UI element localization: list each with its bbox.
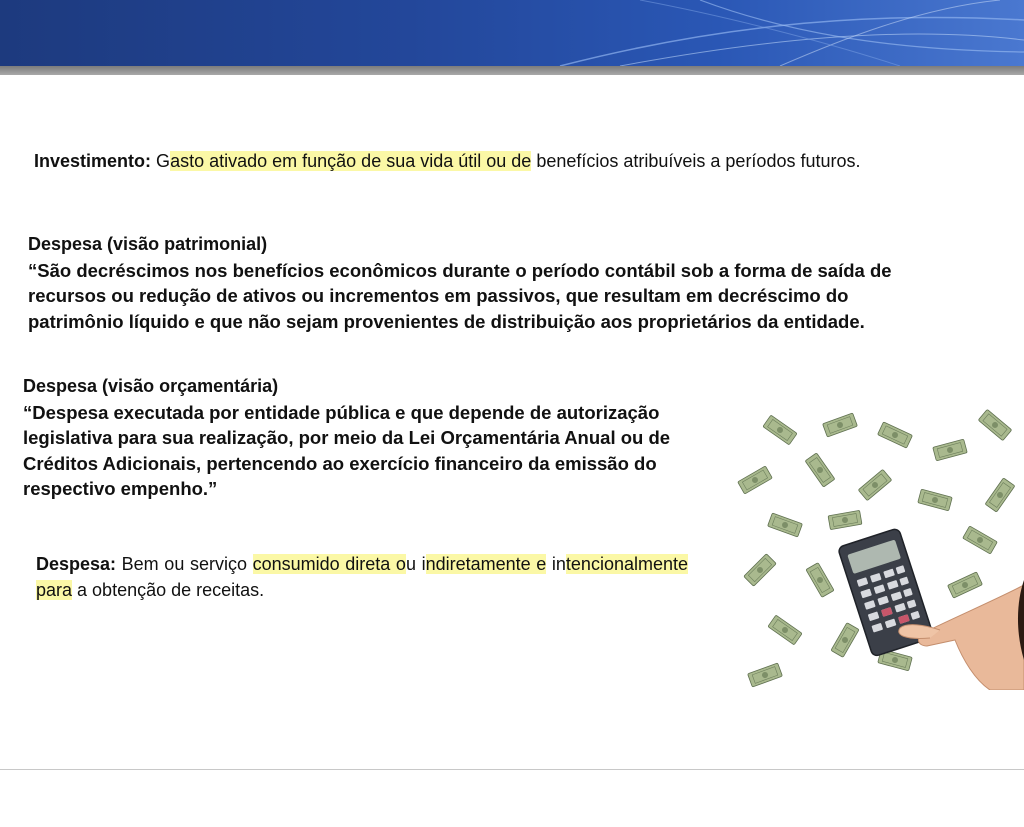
despesa-text-4: a obtenção de receitas.	[72, 580, 265, 600]
despesa-orcamentaria-title: Despesa (visão orçamentária)	[23, 376, 279, 396]
banner-swoosh-decoration	[0, 0, 1024, 66]
despesa-highlight-1: consumido direta o	[252, 554, 406, 574]
despesa-patrimonial-quote: “São decréscimos nos benefícios econômicos durante o período contábil sob a forma de saída de recursos ou redução de ativos ou incrementos em passivos, que resultam em decréscimo do patrimônio líquido e que não sejam provenientes de distribuição aos proprietários da entidade.	[28, 259, 892, 332]
investimento-paragraph	[34, 148, 990, 174]
despesa-patrimonial-block	[28, 232, 928, 334]
despesa-patrimonial-title: Despesa (visão patrimonial)	[28, 234, 268, 254]
despesa-highlight-3: tencionalmente para	[36, 554, 689, 600]
header-banner	[0, 0, 1024, 66]
despesa-highlight-2: ndiretamente e	[425, 554, 547, 574]
despesa-text-2: u i	[405, 554, 426, 574]
despesa-text-3: in	[546, 554, 566, 574]
despesa-label: Despesa:	[36, 554, 117, 574]
investimento-highlight: asto ativado em função de sua vida útil ou de	[170, 151, 532, 171]
money-calculator-photo	[725, 400, 1024, 690]
footer-divider	[0, 769, 1024, 770]
banner-underline-strip	[0, 66, 1024, 75]
investimento-text-end: benefícios atribuíveis a períodos futuros.	[531, 151, 861, 171]
investimento-label: Investimento:	[34, 151, 152, 171]
despesa-orcamentaria-block	[23, 374, 723, 502]
despesa-paragraph	[36, 551, 688, 603]
despesa-orcamentaria-quote: “Despesa executada por entidade pública e que depende de autorização legislativa para sua realização, por meio da Lei Orçamentária Anual ou de Créditos Adicionais, pertencendo ao exercício financeiro da emissão do respectivo empenho.”	[23, 401, 671, 499]
investimento-text-start: G	[156, 151, 171, 171]
despesa-text-1: Bem ou serviço	[116, 554, 253, 574]
